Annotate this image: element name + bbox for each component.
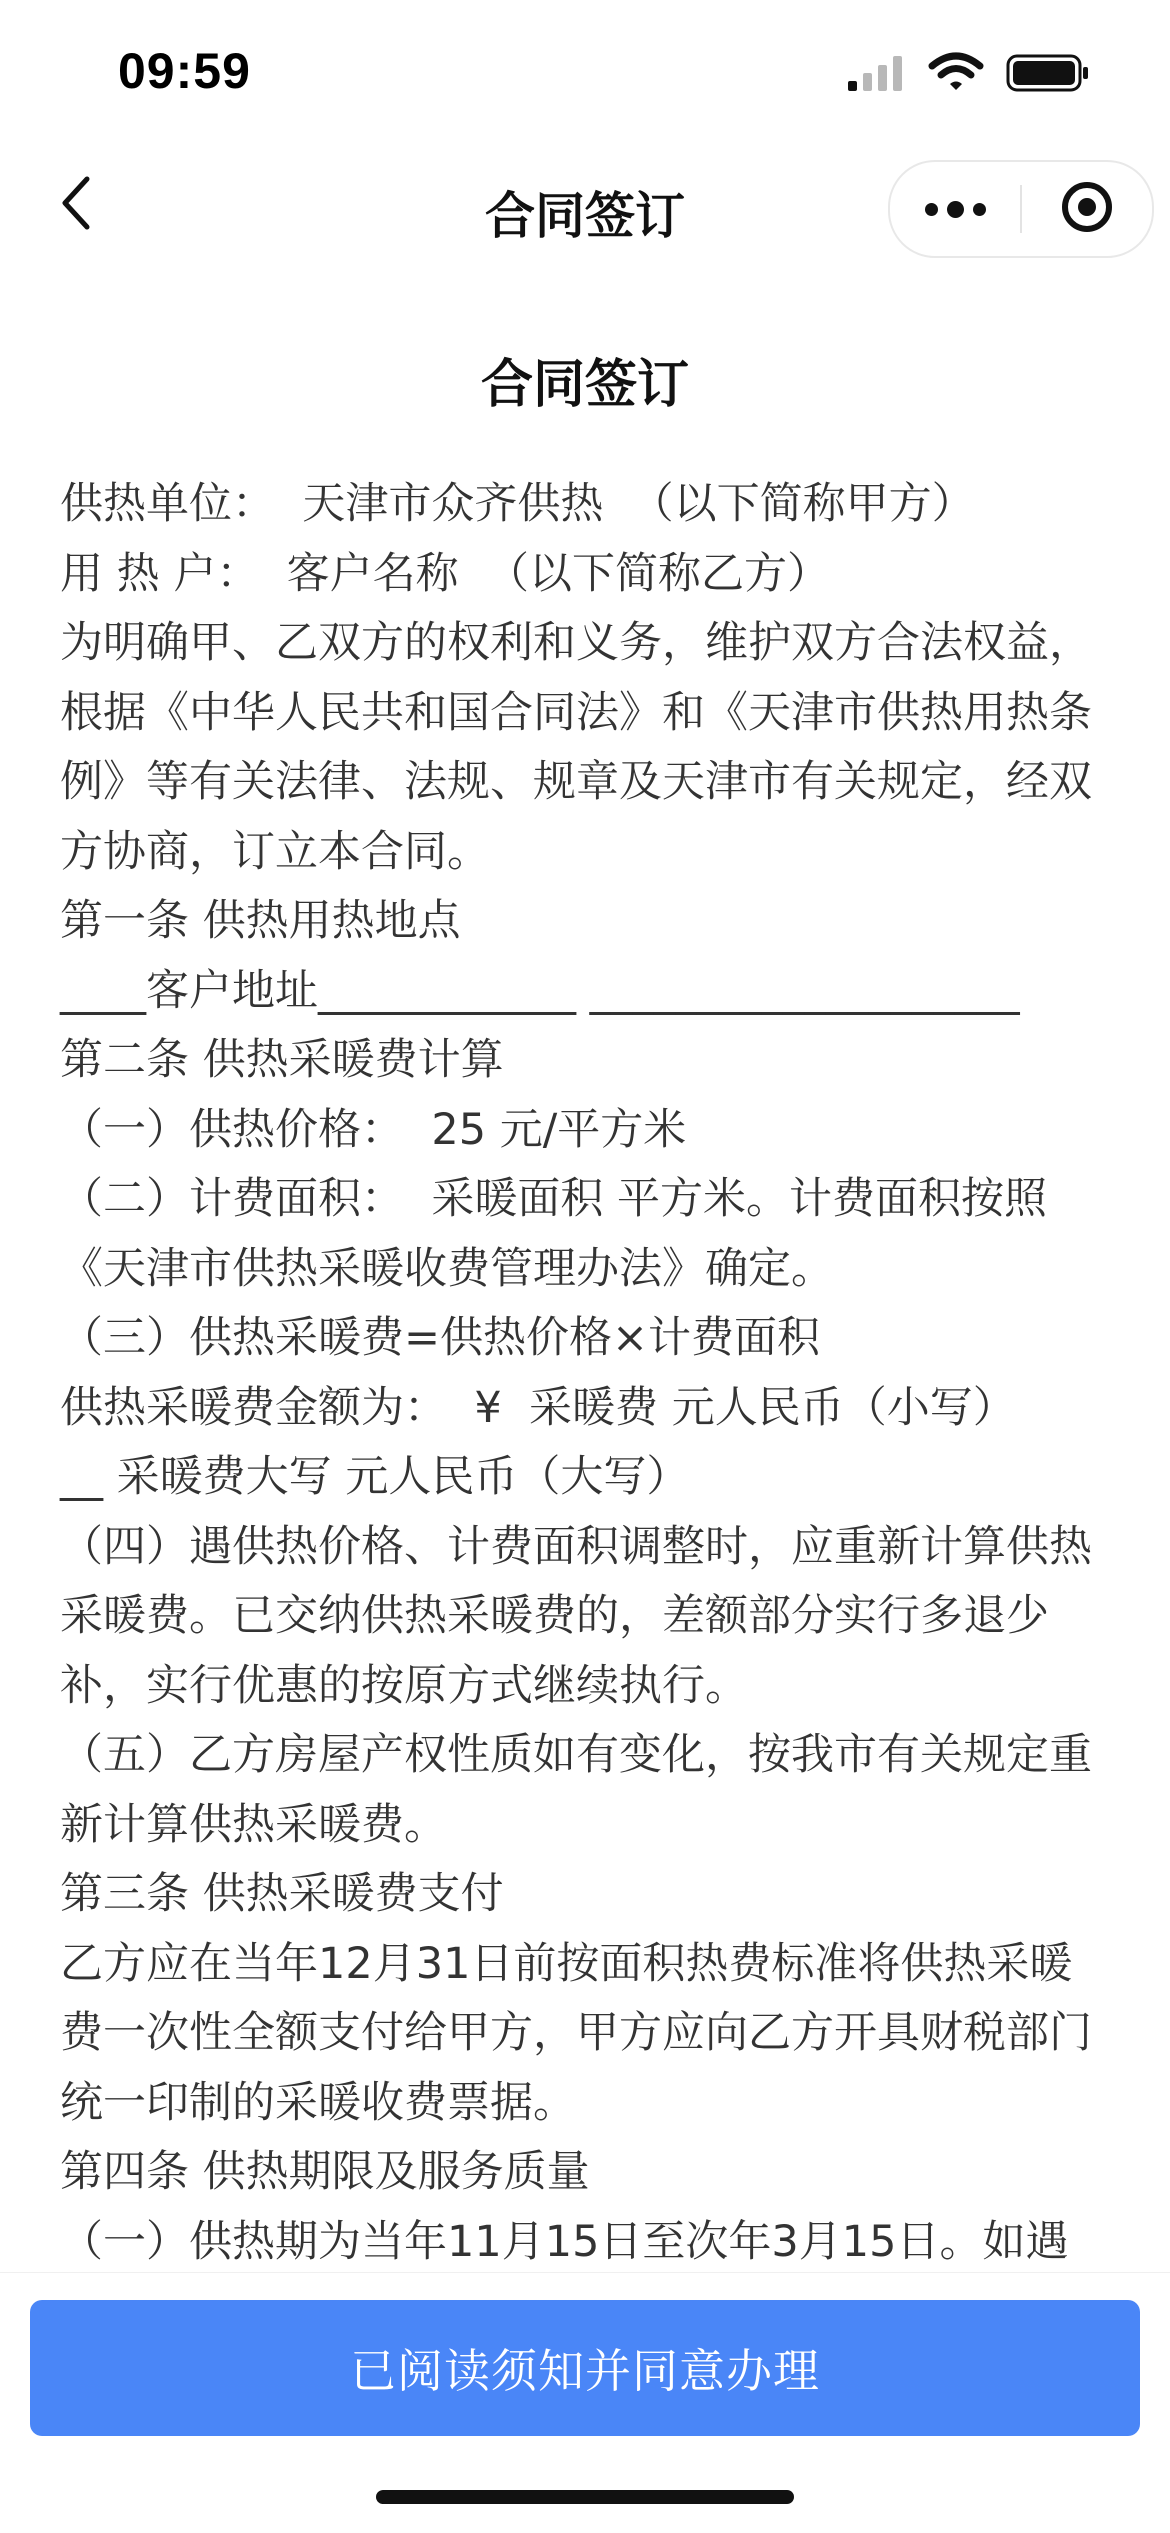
more-dots-icon bbox=[925, 203, 938, 216]
target-close-icon bbox=[1059, 179, 1115, 239]
contract-line: 第三条 供热采暖费支付 bbox=[60, 1869, 504, 1919]
contract-line: __ 采暖费大写 元人民币（大写） bbox=[60, 1452, 690, 1502]
battery-icon bbox=[1006, 53, 1090, 97]
contract-line: （五）乙方房屋产权性质如有变化，按我市有关规定重新计算供热采暖费。 bbox=[60, 1730, 1092, 1850]
signal-icon bbox=[846, 53, 906, 97]
contract-line: 第一条 供热用热地点 bbox=[60, 896, 461, 946]
status-time: 09:59 bbox=[118, 43, 251, 99]
contract-line: （三）供热采暖费=供热价格×计费面积 bbox=[60, 1313, 821, 1363]
contract-line: 第二条 供热采暖费计算 bbox=[60, 1035, 504, 1085]
agree-button[interactable]: 已阅读须知并同意办理 bbox=[30, 2300, 1140, 2436]
more-dots-icon-right bbox=[973, 203, 986, 216]
contract-line: 用 热 户： 客户名称 （以下简称乙方） bbox=[60, 548, 831, 599]
contract-line: 第四条 供热期限及服务质量 bbox=[60, 2147, 590, 2197]
contract-line: 乙方应在当年12月31日前按面积热费标准将供热采暖费一次性全额支付给甲方，甲方应向乙方开具财税部门统一印制的采暖收费票据。 bbox=[60, 1938, 1092, 2128]
status-bar bbox=[0, 0, 1170, 150]
close-miniprogram-button[interactable] bbox=[1022, 162, 1152, 256]
contract-line: 为明确甲、乙双方的权利和义务，维护双方合法权益，根据《中华人民共和国合同法》和《天津市供热用热条例》等有关法律、法规、规章及天津市有关规定，经双方协商，订立本合同。 bbox=[60, 618, 1092, 877]
contract-line: （一）供热期为当年11月15日至次年3月15日。如遇 bbox=[60, 2216, 1069, 2267]
status-icons bbox=[846, 52, 1090, 98]
contract-line: （四）遇供热价格、计费面积调整时，应重新计算供热采暖费。已交纳供热采暖费的，差额部分实行多退少补，实行优惠的按原方式继续执行。 bbox=[60, 1521, 1092, 1711]
contract-line: 供热单位： 天津市众齐供热 （以下简称甲方） bbox=[60, 479, 975, 529]
miniprogram-capsule bbox=[888, 160, 1154, 258]
more-button[interactable] bbox=[890, 162, 1020, 256]
contract-content bbox=[60, 300, 1110, 2277]
nav-bar bbox=[0, 150, 1170, 270]
nav-title: 合同签订 bbox=[485, 187, 685, 245]
wifi-icon bbox=[928, 52, 984, 98]
home-indicator bbox=[376, 2490, 794, 2504]
contract-line: ____客户地址____________ ____________________ bbox=[60, 965, 1020, 1016]
contract-line: （二）计费面积： 采暖面积 平方米。计费面积按照《天津市供热采暖收费管理办法》确定。 bbox=[60, 1174, 1048, 1294]
contract-body[interactable] bbox=[60, 470, 1110, 2277]
contract-line: 供热采暖费金额为： ¥ 采暖费 元人民币（小写） bbox=[60, 1382, 1016, 1433]
contract-line: （一）供热价格： 25 元/平方米 bbox=[60, 1104, 687, 1155]
more-dots-icon-center bbox=[947, 201, 964, 218]
contract-title: 合同签订 bbox=[480, 355, 689, 415]
